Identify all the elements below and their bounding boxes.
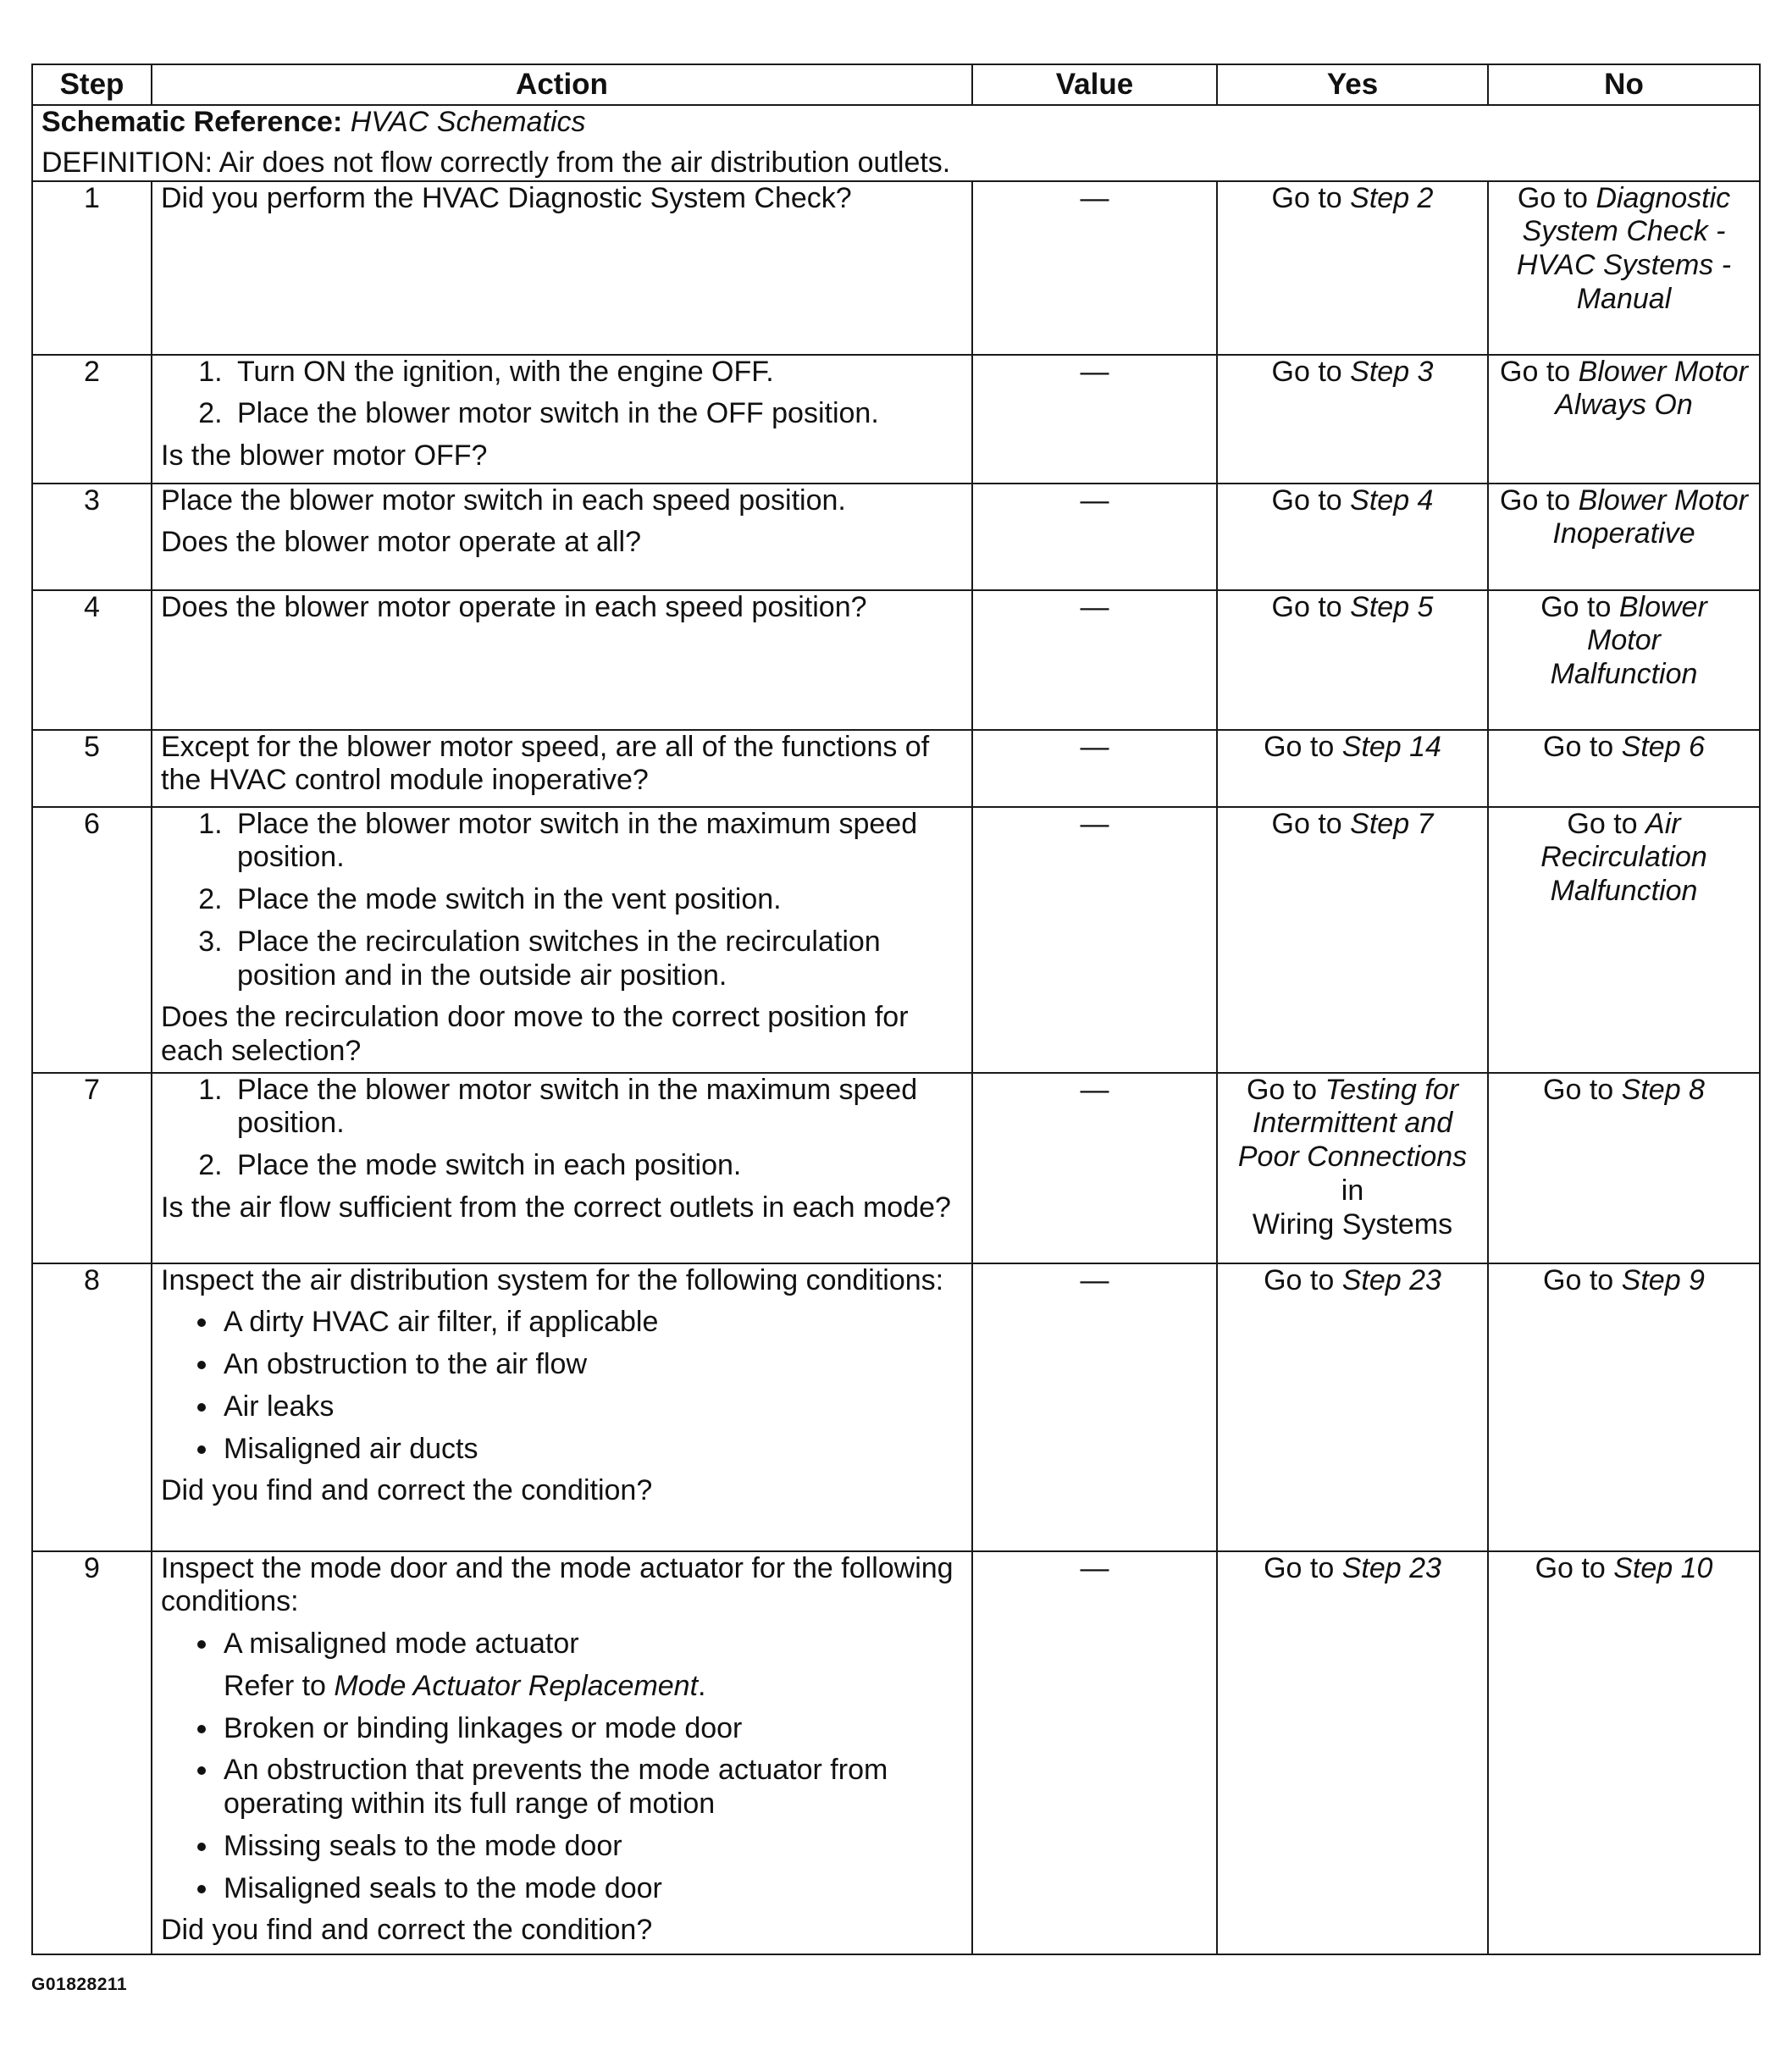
yes-link[interactable]: Step 7	[1350, 807, 1434, 840]
value-dash: —	[1080, 807, 1109, 840]
list-item: • An obstruction to the air flow	[220, 1348, 963, 1382]
reference-cell	[32, 105, 1760, 181]
value-dash: —	[1080, 1551, 1109, 1584]
no-cell	[1488, 355, 1760, 484]
numbered-list	[161, 808, 963, 993]
no-cell	[1488, 1551, 1760, 1954]
table-row	[32, 181, 1760, 355]
question-text: Did you find and correct the condition?	[161, 1474, 653, 1507]
no-link[interactable]: Step 6	[1621, 730, 1705, 763]
value-cell	[972, 1263, 1217, 1551]
action-cell	[152, 1073, 972, 1263]
step-number: 1	[32, 181, 152, 355]
table-row	[32, 1551, 1760, 1954]
go-to-label: Go to	[1500, 355, 1571, 388]
yes-cell	[1217, 484, 1488, 590]
step-number: 5	[32, 730, 152, 807]
refer-link[interactable]: Mode Actuator Replacement	[334, 1669, 699, 1702]
no-link[interactable]: Step 8	[1621, 1073, 1705, 1106]
go-to-label: Go to	[1567, 807, 1638, 840]
no-link[interactable]: Diagnostic System Check - HVAC Systems - Manual	[1516, 181, 1732, 315]
yes-link[interactable]: Step 4	[1350, 484, 1434, 517]
question-text: Is the air flow sufficient from the correct outlets in each mode?	[161, 1191, 951, 1224]
action-cell	[152, 590, 972, 730]
yes-link-tail[interactable]: Wiring Systems	[1252, 1208, 1453, 1241]
header-row	[32, 64, 1760, 105]
list-item: • Misaligned seals to the mode door	[220, 1872, 963, 1906]
lead-text: Inspect the mode door and the mode actuator for the following conditions:	[161, 1551, 954, 1618]
table-row	[32, 807, 1760, 1073]
header-no: No	[1488, 64, 1760, 105]
lead-text: Place the blower motor switch in each speed position.	[161, 484, 846, 517]
refer-note: Refer to Mode Actuator Replacement.	[224, 1669, 706, 1702]
action-cell	[152, 807, 972, 1073]
yes-connector: in	[1341, 1174, 1364, 1207]
value-cell	[972, 590, 1217, 730]
reference-row	[32, 105, 1760, 181]
header-step: Step	[32, 64, 152, 105]
yes-link[interactable]: Testing for Intermittent and Poor Connections	[1237, 1073, 1468, 1174]
table-row	[32, 590, 1760, 730]
question-text: Does the blower motor operate in each speed position?	[161, 590, 867, 623]
value-cell	[972, 181, 1217, 355]
value-cell	[972, 355, 1217, 484]
yes-link[interactable]: Step 3	[1350, 355, 1434, 388]
go-to-label: Go to	[1543, 730, 1614, 763]
question-text: Did you perform the HVAC Diagnostic System Check?	[161, 181, 852, 214]
lead-text: Inspect the air distribution system for the following conditions:	[161, 1263, 944, 1296]
go-to-label: Go to	[1540, 590, 1612, 623]
header-yes: Yes	[1217, 64, 1488, 105]
yes-cell	[1217, 590, 1488, 730]
step-number: 7	[32, 1073, 152, 1263]
go-to-label: Go to	[1264, 1551, 1335, 1584]
go-to-label: Go to	[1264, 730, 1335, 763]
action-cell	[152, 181, 972, 355]
list-item: • Air leaks	[220, 1390, 963, 1424]
no-link[interactable]: Air Recirculation Malfunction	[1540, 807, 1707, 908]
value-cell	[972, 730, 1217, 807]
list-item: • An obstruction that prevents the mode actuator from operating within its full range of motion	[220, 1754, 963, 1821]
value-cell	[972, 1073, 1217, 1263]
yes-link[interactable]: Step 2	[1350, 181, 1434, 214]
table-row	[32, 355, 1760, 484]
list-item: 2. Place the mode switch in each position.	[230, 1149, 963, 1183]
table-row	[32, 1073, 1760, 1263]
no-link[interactable]: Step 10	[1613, 1551, 1713, 1584]
step-number: 6	[32, 807, 152, 1073]
value-dash: —	[1080, 181, 1109, 214]
no-link[interactable]: Step 9	[1621, 1263, 1705, 1296]
yes-cell	[1217, 355, 1488, 484]
no-cell	[1488, 181, 1760, 355]
go-to-label: Go to	[1271, 355, 1342, 388]
numbered-list	[161, 1074, 963, 1183]
yes-cell	[1217, 1073, 1488, 1263]
list-item: • Broken or binding linkages or mode door	[220, 1712, 963, 1746]
numbered-list	[161, 356, 963, 432]
go-to-label: Go to	[1246, 1073, 1318, 1106]
value-cell	[972, 1551, 1217, 1954]
list-item: 1. Place the blower motor switch in the maximum speed position.	[230, 1074, 963, 1141]
table-row	[32, 484, 1760, 590]
list-item: 2. Place the mode switch in the vent position.	[230, 883, 963, 917]
action-cell	[152, 355, 972, 484]
schematic-label: Schematic Reference:	[41, 106, 343, 138]
question-text: Except for the blower motor speed, are all of the functions of the HVAC control module inoperative?	[161, 730, 930, 797]
step-number: 9	[32, 1551, 152, 1954]
figure-id: G01828211	[31, 1975, 128, 1994]
no-cell	[1488, 484, 1760, 590]
value-cell	[972, 484, 1217, 590]
go-to-label: Go to	[1264, 1263, 1335, 1296]
go-to-label: Go to	[1271, 484, 1342, 517]
go-to-label: Go to	[1517, 181, 1588, 214]
yes-cell	[1217, 730, 1488, 807]
go-to-label: Go to	[1500, 484, 1571, 517]
step-number: 4	[32, 590, 152, 730]
value-dash: —	[1080, 730, 1109, 763]
yes-cell	[1217, 807, 1488, 1073]
step-number: 8	[32, 1263, 152, 1551]
schematic-reference	[41, 106, 1751, 140]
no-link[interactable]: Blower Motor Always On	[1555, 355, 1748, 422]
action-cell	[152, 1263, 972, 1551]
yes-link[interactable]: Step 14	[1341, 730, 1441, 763]
go-to-label: Go to	[1271, 590, 1342, 623]
table-row	[32, 730, 1760, 807]
no-cell	[1488, 1073, 1760, 1263]
diagnostic-table	[31, 64, 1761, 1955]
schematic-link[interactable]: HVAC Schematics	[350, 106, 586, 138]
list-item: 2. Place the blower motor switch in the OFF position.	[230, 397, 963, 431]
question-text: Is the blower motor OFF?	[161, 439, 488, 473]
diagnostic-document	[31, 64, 1759, 1955]
action-cell	[152, 484, 972, 590]
question-text: Did you find and correct the condition?	[161, 1914, 653, 1947]
list-item: • A dirty HVAC air filter, if applicable	[220, 1306, 963, 1340]
question-text: Does the recirculation door move to the correct position for each selection?	[161, 1001, 909, 1068]
step-number: 2	[32, 355, 152, 484]
header-action: Action	[152, 64, 972, 105]
list-item	[220, 1628, 963, 1704]
value-dash: —	[1080, 1263, 1109, 1296]
bullet-list	[161, 1306, 963, 1466]
no-cell	[1488, 807, 1760, 1073]
no-link[interactable]: Blower Motor Malfunction	[1550, 590, 1707, 691]
definition-text: DEFINITION: Air does not flow correctly from the air distribution outlets.	[41, 146, 951, 179]
bullet-list	[161, 1628, 963, 1905]
no-cell	[1488, 590, 1760, 730]
yes-cell	[1217, 181, 1488, 355]
action-cell	[152, 1551, 972, 1954]
value-dash: —	[1080, 590, 1109, 623]
yes-cell	[1217, 1263, 1488, 1551]
value-dash: —	[1080, 1073, 1109, 1106]
go-to-label: Go to	[1543, 1263, 1614, 1296]
header-value: Value	[972, 64, 1217, 105]
yes-link[interactable]: Step 5	[1350, 590, 1434, 623]
bullet-text: • A misaligned mode actuator	[224, 1628, 579, 1661]
yes-cell	[1217, 1551, 1488, 1954]
no-cell	[1488, 730, 1760, 807]
list-item: 3. Place the recirculation switches in the recirculation position and in the outside air position.	[230, 926, 963, 993]
list-item: 1. Turn ON the ignition, with the engine OFF.	[230, 356, 963, 390]
go-to-label: Go to	[1271, 181, 1342, 214]
question-text: Does the blower motor operate at all?	[161, 526, 641, 559]
no-cell	[1488, 1263, 1760, 1551]
yes-link[interactable]: Step 23	[1341, 1263, 1441, 1296]
table-row	[32, 1263, 1760, 1551]
step-number: 3	[32, 484, 152, 590]
no-link[interactable]: Blower Motor Inoperative	[1552, 484, 1748, 550]
value-dash: —	[1080, 484, 1109, 517]
list-item: 1. Place the blower motor switch in the maximum speed position.	[230, 808, 963, 876]
action-cell	[152, 730, 972, 807]
list-item: • Missing seals to the mode door	[220, 1830, 963, 1864]
go-to-label: Go to	[1543, 1073, 1614, 1106]
go-to-label: Go to	[1271, 807, 1342, 840]
yes-link[interactable]: Step 23	[1341, 1551, 1441, 1584]
refer-prefix: Refer to	[224, 1669, 326, 1702]
go-to-label: Go to	[1535, 1551, 1606, 1584]
value-cell	[972, 807, 1217, 1073]
value-dash: —	[1080, 355, 1109, 388]
list-item: • Misaligned air ducts	[220, 1433, 963, 1467]
